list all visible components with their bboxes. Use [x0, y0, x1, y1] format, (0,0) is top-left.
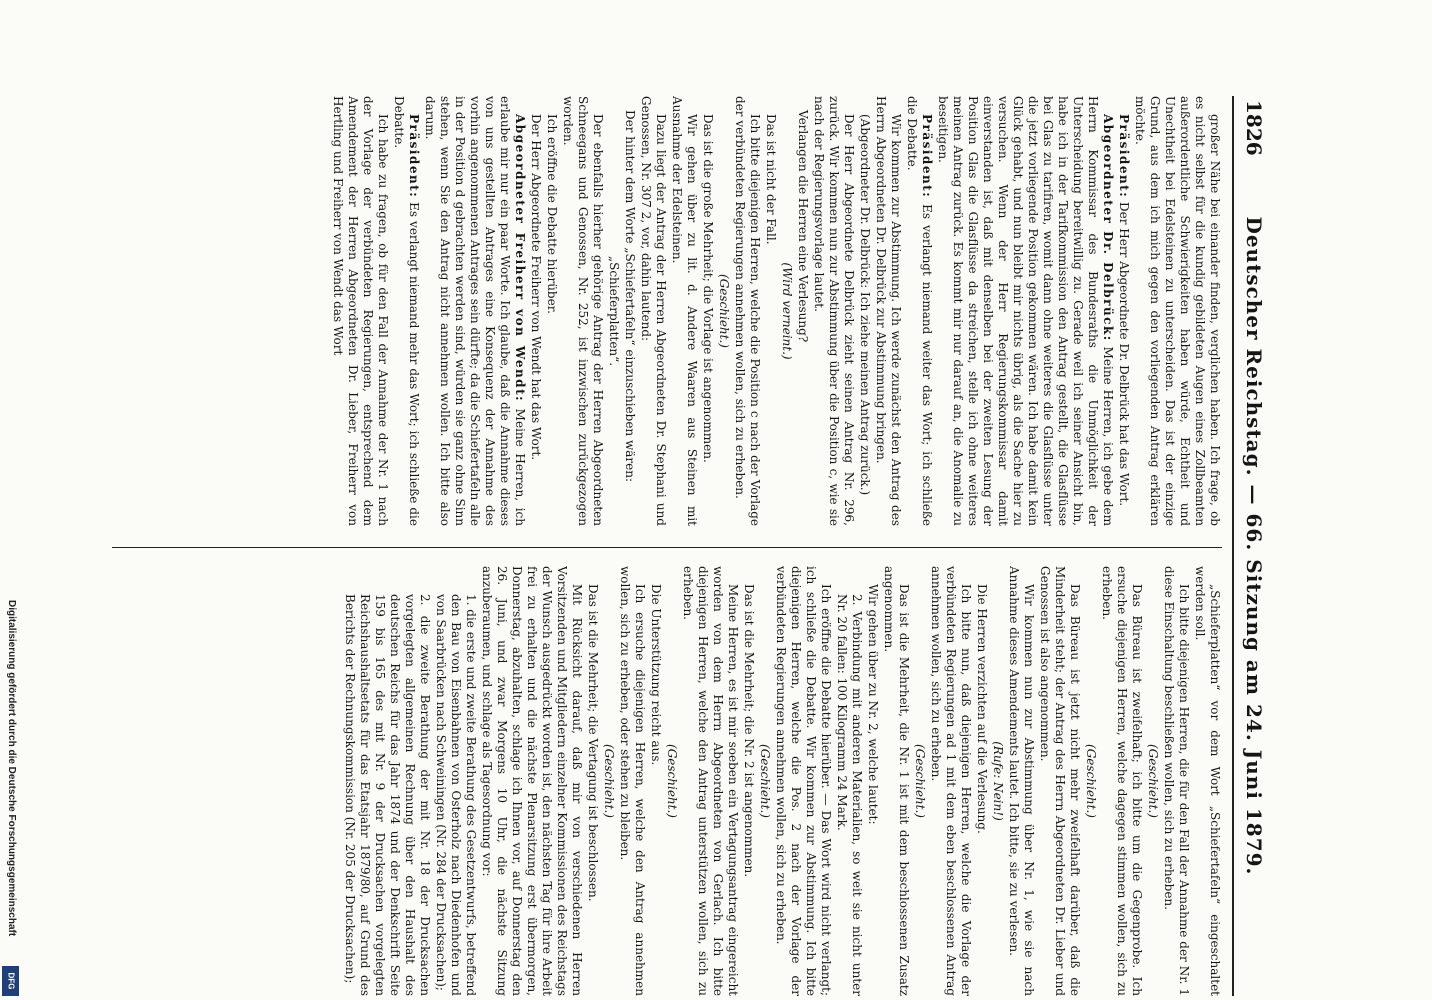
paragraph — [638, 96, 668, 526]
document-page — [105, 96, 1270, 996]
paragraph-text: Ich bitte diejenigen Herren, die für den Fall der Annahme der Nr. 1 diese Einschaltung beschließen wollen, sich zu erheben. — [1162, 566, 1191, 996]
paragraph-text: (Rufe: Nein!) — [991, 741, 1005, 821]
paragraph-text: Wir gehen über zu Nr. 2, welche lautet: — [866, 584, 880, 825]
paragraph — [606, 96, 621, 526]
paragraph-text: Wir kommen nun zur Abstimmung über Nr. 1, wie sie nach Annahme dieses Amendements lautet. Ich bitte, sie zu verlesen. — [1007, 566, 1036, 996]
paragraph — [422, 96, 527, 526]
speaker-name: Präsident: — [1117, 114, 1131, 199]
paragraph — [617, 566, 647, 996]
paragraph-text: 2. Verbindung mit anderen Materialien, so weit sie nicht unter Nr. 20 fallen: 100 Kilogramm 24 Mark. — [835, 594, 864, 996]
paragraph-text: Der ebenfalls hierher gehörige Antrag der Herren Abgeordneten Schneegans und Genossen, Nr. 252, ist inzwischen zurückgezogen worden. — [561, 96, 605, 526]
paragraph — [1161, 566, 1191, 996]
paragraph — [904, 96, 934, 526]
paragraph-text: Mit Rücksicht darauf, daß mir von verschiedenen Herren Vorsitzenden und Mitgliedern einzelner Kommissionen des Reichstags der Wunsch ausgedrückt worden ist, den nächsten Tag für ihre Arbeit frei zu erhalten und die nächste Plenarsitzung erst übermorgen, Donnerstag, abzuhalten, schlage ich Ihnen vor, auf Donnerstag den 26. Juni, und zwar Morgens 10 Uhr, die nächste Sitzung anzuberaumen, und schlage als Tagesordnung vor: — [480, 566, 584, 996]
paragraph — [622, 96, 637, 526]
paragraph — [716, 96, 731, 526]
paragraph — [1145, 566, 1160, 996]
paragraph-text: Meine Herren, es ist mir soeben ein Vertagungsantrag eingereicht worden von dem Herrn Abgeordneten von Gerlach. Ich bitte diejenigen Herren, welche den Antrag unterstützen wollen, sich zu erheben. — [681, 566, 740, 996]
paragraph-text: (Abgeordneter Dr. Delbrück: Ich ziehe meinen Antrag zurück.) — [858, 114, 872, 496]
paragraph — [741, 566, 756, 996]
paragraph — [560, 96, 605, 526]
paragraph-text: Das ist die Mehrheit, die Nr. 1 ist mit dem beschlossenen Zusatz angenommen. — [882, 566, 911, 996]
paragraph-text: Der Herr Abgeordnete Dr. Delbrück hat das Wort. — [1117, 198, 1131, 507]
paragraph — [1132, 96, 1222, 526]
paragraph — [544, 96, 559, 526]
paragraph-text: Das ist die große Mehrheit; die Vorlage ist angenommen. — [701, 114, 715, 463]
paragraph — [669, 96, 699, 526]
speaker-name: Präsident: — [920, 114, 934, 199]
paragraph-text: Ich bitte diejenigen Herren, welche die Position c nach der Vorlage der verbündeten Regierungen annehmen wollen, sich zu erheben. — [733, 96, 762, 526]
paragraph — [990, 566, 1005, 996]
paragraph — [732, 96, 762, 526]
paragraph — [865, 566, 880, 996]
paragraph — [773, 566, 833, 996]
speaker-name: Präsident: — [407, 114, 421, 199]
paragraph-text: Ich eröffne die Debatte hierüber. — [545, 114, 559, 314]
paragraph-text: Das Büreau ist zweifelhaft; ich bitte um die Gegenprobe. Ich ersuche diejenigen Herren, welche dagegen stimmen wollen, sich zu erheben. — [1100, 566, 1144, 996]
paragraph-text: 1. die erste und zweite Berathung des Gesetzentwurfs, betreffend den Bau von Eisenbahnen von Osterholz nach Diedenhofen und von Saarbrücken nach Schweiningen (Nr. 284 der Drucksachen); — [434, 594, 478, 996]
paragraph-text: Das ist die Mehrheit; die Vertagung ist beschlossen. — [586, 584, 600, 902]
dfg-logo: DFG — [2, 966, 19, 996]
paragraph-text: (Geschieht.) — [913, 744, 927, 818]
paragraph-text: (Geschieht.) — [758, 744, 772, 818]
paragraph-text: (Wird verneint.) — [780, 262, 794, 360]
paragraph-text: Ich habe zu fragen, ob für den Fall der Annahme der Nr. 1 nach der Vorlage der verbündeten Regierungen, entsprechend dem Amendement der Herren Abgeordneten Dr. Lieber, Freiherr von Hertling und Freiherr von Wendt das Wort — [331, 96, 390, 526]
paragraph-text: (Geschieht.) — [1146, 744, 1160, 818]
paragraph — [1037, 566, 1082, 996]
paragraph — [1006, 566, 1036, 996]
paragraph — [585, 566, 600, 996]
paragraph-text: Meine Herren, ich erlaube mir nur ein paar Worte. Ich glaube, daß die Annahme dieses von uns gestellten Antrages eine Konsequenz der Annahme des vorhin angenommenen Antrages sein dürfte; da die Schiefertafeln alle in der Position d gebrachten werden sind, würden sie ganz ohne Sinn stehen, wenn Sie den Antrag nicht annehmen wollen. Ich bitte also darum. — [423, 96, 527, 526]
paragraph-text: (Geschieht.) — [1084, 744, 1098, 818]
paragraph — [935, 96, 1115, 526]
paragraph — [479, 566, 584, 996]
paragraph — [528, 96, 543, 526]
paragraph-text: Ich eröffne die Debatte hierüber. — Das Wort wird nicht verlangt; ich schließe die Debatte. Wir kommen zur Abstimmung. Ich bitte diejenigen Herren, welche die Pos. 2 nach der Vorlage der verbündeten Regierungen annehmen wollen, sich zu erheben. — [774, 566, 833, 996]
paragraph — [680, 566, 740, 996]
paragraph-text: Die Herren verzichten auf die Verlesung. — [975, 584, 989, 834]
paragraph-text: Es verlangt niemand weiter das Wort; ich schließe die Debatte. — [905, 96, 934, 526]
digitization-credit — [4, 600, 18, 998]
speaker-name: Abgeordneter Dr. Delbrück: — [1101, 114, 1115, 342]
page-number: 1826 — [1242, 100, 1266, 156]
paragraph — [433, 566, 478, 996]
paragraph-text: Das ist die Mehrheit; die Nr. 2 ist angenommen. — [742, 584, 756, 878]
paragraph — [912, 566, 927, 996]
page-title: Deutscher Reichstag. — 66. Sitzung am 24. Juni 1879. — [1242, 216, 1266, 876]
paragraph — [1083, 566, 1098, 996]
paragraph-text: Es verlangt niemand mehr das Wort; ich schließe die Debatte. — [392, 96, 421, 526]
paragraph — [1099, 566, 1144, 996]
paragraph-text: Der Herr Abgeordnete Freiherr von Wendt hat das Wort. — [529, 114, 543, 461]
paragraph — [1192, 566, 1222, 996]
paragraph — [601, 566, 616, 996]
paragraph-text: Wir gehen über zu lit. d. Andere Waaren aus Steinen mit Ausnahme der Edelsteinen. — [670, 96, 699, 526]
column-divider — [112, 547, 1222, 548]
paragraph — [881, 566, 911, 996]
paragraph — [928, 566, 973, 996]
paragraph — [857, 96, 872, 526]
page-header — [1232, 96, 1270, 996]
paragraph-text: (Geschieht.) — [717, 274, 731, 348]
text-column-left — [112, 96, 1222, 526]
paragraph-text: Wir kommen zur Abstimmung. Ich werde zunächst den Antrag des Herrn Abgeordneten Dr. Delbrück zur Abstimmung bringen. — [874, 96, 903, 526]
paragraph-text: Ich ersuche diejenigen Herren, welche den Antrag annehmen wollen, sich zu erheben, oder stehen zu bleiben. — [618, 566, 647, 996]
paragraph — [391, 96, 421, 526]
paragraph-text: Die Unterstützung reicht aus. — [649, 584, 663, 766]
paragraph-text: (Geschieht.) — [602, 744, 616, 818]
paragraph-text: „Schieferplatten“. — [607, 255, 621, 367]
paragraph — [779, 96, 794, 526]
paragraph — [648, 566, 663, 996]
paragraph — [763, 96, 778, 526]
paragraph-text: Der Herr Abgeordnete Delbrück zieht seinen Antrag Nr. 296, zurück. Wir kommen nun zur Abstimmung über die Position c, wie sie nach der Regierungsvorlage lautet. — [812, 96, 856, 526]
paragraph — [664, 566, 679, 996]
paragraph-text: (Geschieht.) — [665, 744, 679, 818]
paragraph — [974, 566, 989, 996]
paragraph — [873, 96, 903, 526]
paragraph — [700, 96, 715, 526]
paragraph-text: Dazu liegt der Antrag der Herren Abgeordneten Dr. Stephani und Genossen, Nr. 307 2, vor, dahin lautend: — [639, 96, 668, 526]
paragraph-text: 2. die zweite Berathung der mit Nr. 18 der Drucksachen vorgelegten allgemeinen Rechnung über den Haushalt des deutschen Reichs für das Jahr 1874 und der Denkschrift Seite 159 bis 165 des mit Nr. 9 der Drucksachen vorgelegten Reichshaushaltsetats für das Etatsjahr 1879/80, auf Grund des Berichts der Rechnungskommission (Nr. 205 der Drucksachen); — [343, 594, 432, 996]
paragraph-text: Meine Herren, ich gebe dem Herrn Kommissar des Bundesraths die Unmöglichkeit der Unterscheidung bereitwillig zu. Gerade weil ich seiner Ansicht bin, habe ich in der Tarifkommission den Antrag gestellt, die Glasflüsse bei Glas zu tarifiren, womit dann ohne weiteres die Glasflüsse unter die jetzt vorliegende Position gekommen wären. Ich habe damit kein Glück gehabt, und nun bleibt mir nichts übrig, als die Sache hier zu versuchen. Wenn der Herr Regierungskommissar damit einverstanden ist, daß mit denselben bei der zweiten Lesung der Position Glas die Glasflüsse da streichen, stelle ich ohne weiteres meinen Antrag zurück. Es kommt mir nur darauf an, die Anomalie zu beseitigen. — [936, 96, 1115, 526]
paragraph-text: Verlangen die Herren eine Verlesung? — [796, 110, 810, 343]
paragraph — [834, 566, 864, 996]
paragraph-text: Das Büreau ist jetzt nicht mehr zweifelhaft darüber, daß die Minderheit steht; der Antrag des Herrn Abgeordneten Dr. Lieber und Genossen ist also angenommen. — [1038, 566, 1082, 996]
paragraph — [330, 96, 390, 526]
paragraph-text: Das ist nicht der Fall. — [764, 114, 778, 245]
paragraph — [811, 96, 856, 526]
paragraph-text: „Schieferplatten“ vor dem Wort „Schiefertafeln“ eingeschaltet werden soll. — [1193, 566, 1222, 996]
speaker-name: Abgeordneter Freiherr von Wendt: — [513, 114, 527, 403]
paragraph-text: Ich bitte nun, daß diejenigen Herren, welche die Vorlage der verbündeten Regierungen ad 1 mit dem eben beschlossenen Antrag annehmen wollen, sich zu erheben. — [929, 566, 973, 996]
text-column-right — [112, 566, 1222, 996]
paragraph — [795, 96, 810, 526]
digitization-text: Digitalisierung gefördert durch die Deutsche Forschungsgemeinschaft — [6, 600, 17, 937]
paragraph — [1116, 96, 1131, 526]
paragraph-text: großer Nähe bei einander finden, verglichen haben. Ich frage, ob es nicht selbst für die kundig gebildeten Augen eines Zollbeamten außerordentliche Schwierigkeiten haben würde, Echtheit und Unechtheit bei Edelsteinen zu unterscheiden. Das ist der einzige Grund, aus dem ich mich gegen den vorliegenden Antrag erklären möchte. — [1133, 96, 1222, 526]
paragraph — [342, 566, 432, 996]
paragraph — [757, 566, 772, 996]
paragraph-text: Der hinter dem Worte „Schiefertafeln“ einzuschieben wären: — [623, 110, 637, 483]
